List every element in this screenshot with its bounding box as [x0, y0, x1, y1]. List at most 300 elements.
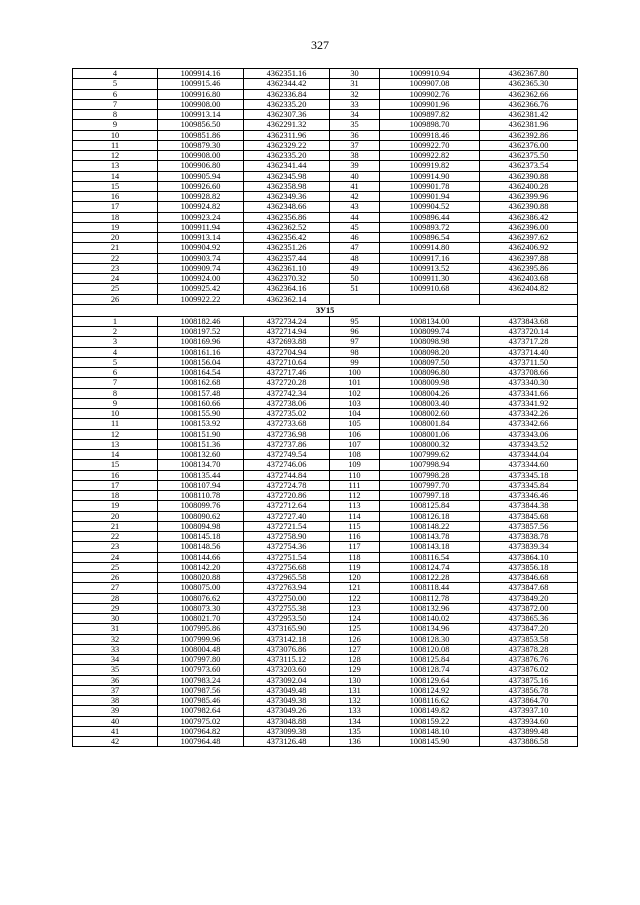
- table-cell: 1009879.30: [158, 140, 244, 150]
- section-title: ЗУ15: [73, 304, 578, 316]
- table-cell: 1009916.80: [158, 89, 244, 99]
- table-cell: 1008009.98: [380, 378, 480, 388]
- table-cell: 4362291.32: [244, 120, 330, 130]
- table-cell: 1009906.80: [158, 161, 244, 171]
- table-cell: 1008099.76: [158, 501, 244, 511]
- table-cell: 1007995.86: [158, 624, 244, 634]
- table-cell: 1008097.50: [380, 357, 480, 367]
- table-cell: 1008162.68: [158, 378, 244, 388]
- table-cell: 98: [330, 347, 380, 357]
- table-cell: 4372727.40: [244, 511, 330, 521]
- table-cell: 1009922.22: [158, 294, 244, 304]
- table-cell: 1008132.96: [380, 603, 480, 613]
- table-cell: 4372763.94: [244, 583, 330, 593]
- table-row: [73, 685, 578, 695]
- table-cell: 4362386.42: [480, 212, 578, 222]
- table-cell: 45: [330, 222, 380, 232]
- table-cell: 123: [330, 603, 380, 613]
- table-cell: 15: [73, 181, 158, 191]
- table-cell: 1008001.84: [380, 419, 480, 429]
- table-cell: 4362373.54: [480, 161, 578, 171]
- table-cell: 1008126.18: [380, 511, 480, 521]
- table-row: [73, 181, 578, 191]
- table-cell: 7: [73, 99, 158, 109]
- table-cell: 1008132.60: [158, 450, 244, 460]
- table-row: [73, 130, 578, 140]
- table-cell: 4362367.80: [480, 69, 578, 79]
- table-cell: 1008073.30: [158, 603, 244, 613]
- table-cell: 30: [330, 69, 380, 79]
- table-cell: 15: [73, 460, 158, 470]
- table-cell: 1008118.44: [380, 583, 480, 593]
- table-cell: 1008116.54: [380, 552, 480, 562]
- table-cell: 1008002.60: [380, 409, 480, 419]
- table-cell: 1: [73, 316, 158, 326]
- table-cell: 8: [73, 388, 158, 398]
- table-cell: 16: [73, 192, 158, 202]
- table-row: [73, 171, 578, 181]
- table-cell: 1007987.56: [158, 685, 244, 695]
- table-cell: 1008122.28: [380, 573, 480, 583]
- table-cell: 41: [73, 726, 158, 736]
- table-row: [73, 388, 578, 398]
- table-cell: 4362362.66: [480, 89, 578, 99]
- table-cell: 4373717.28: [480, 337, 578, 347]
- table-cell: 1008075.00: [158, 583, 244, 593]
- table-cell: 1008161.16: [158, 347, 244, 357]
- table-cell: 14: [73, 450, 158, 460]
- table-cell: 117: [330, 542, 380, 552]
- table-row: [73, 378, 578, 388]
- table-cell: 1008076.62: [158, 593, 244, 603]
- table-cell: 4362375.50: [480, 151, 578, 161]
- table-cell: 1009914.90: [380, 171, 480, 181]
- table-cell: 107: [330, 439, 380, 449]
- table-cell: 4373345.84: [480, 480, 578, 490]
- table-cell: 1007997.70: [380, 480, 480, 490]
- table-cell: 1009919.82: [380, 161, 480, 171]
- table-cell: 4373878.28: [480, 644, 578, 654]
- table-cell: 1009905.94: [158, 171, 244, 181]
- table-cell: 4372953.50: [244, 614, 330, 624]
- table-cell: 4373865.36: [480, 614, 578, 624]
- table-cell: 37: [330, 140, 380, 150]
- table-cell: 96: [330, 327, 380, 337]
- table-cell: 95: [330, 316, 380, 326]
- table-cell: 1008000.32: [380, 439, 480, 449]
- table-cell: 36: [330, 130, 380, 140]
- table-cell: 1007964.82: [158, 726, 244, 736]
- table-row: [73, 327, 578, 337]
- table-cell: 34: [330, 110, 380, 120]
- table-cell: 4373847.20: [480, 624, 578, 634]
- table-cell: 23: [73, 263, 158, 273]
- table-row: [73, 294, 578, 304]
- table-cell: 7: [73, 378, 158, 388]
- table-cell: 1009908.00: [158, 99, 244, 109]
- table-cell: 4372720.86: [244, 491, 330, 501]
- table-cell: 19: [73, 222, 158, 232]
- table-cell: 1008155.90: [158, 409, 244, 419]
- section-header-row: [73, 304, 578, 316]
- table-cell: 40: [330, 171, 380, 181]
- table-cell: 4373934.60: [480, 716, 578, 726]
- table-row: [73, 460, 578, 470]
- table-cell: 1008135.44: [158, 470, 244, 480]
- table-row: [73, 562, 578, 572]
- table-cell: 1009922.70: [380, 140, 480, 150]
- table-cell: 1008096.80: [380, 368, 480, 378]
- table-cell: 4362399.96: [480, 192, 578, 202]
- table-cell: 1009896.44: [380, 212, 480, 222]
- table-row: [73, 644, 578, 654]
- table-cell: 4372736.98: [244, 429, 330, 439]
- table-cell: 4372756.68: [244, 562, 330, 572]
- table-cell: 1007997.18: [380, 491, 480, 501]
- table-cell: 1007999.96: [158, 634, 244, 644]
- table-cell: 105: [330, 419, 380, 429]
- table-cell: 4373076.86: [244, 644, 330, 654]
- table-cell: 13: [73, 439, 158, 449]
- table-cell: 1008112.78: [380, 593, 480, 603]
- table-row: [73, 69, 578, 79]
- table-cell: 4362376.00: [480, 140, 578, 150]
- table-cell: 4373872.00: [480, 603, 578, 613]
- table-row: [73, 614, 578, 624]
- table-cell: 4373340.30: [480, 378, 578, 388]
- table-cell: 51: [330, 284, 380, 294]
- table-cell: 4373864.10: [480, 552, 578, 562]
- table-cell: 25: [73, 284, 158, 294]
- table-cell: 4372738.06: [244, 398, 330, 408]
- table-row: [73, 542, 578, 552]
- table-cell: 1008157.48: [158, 388, 244, 398]
- table-row: [73, 212, 578, 222]
- table-row: [73, 263, 578, 273]
- table-cell: 4362351.16: [244, 69, 330, 79]
- table-cell: 1008090.62: [158, 511, 244, 521]
- table-cell: 4372733.68: [244, 419, 330, 429]
- table-cell: 4372720.28: [244, 378, 330, 388]
- table-row: [73, 202, 578, 212]
- table-cell: 4372750.00: [244, 593, 330, 603]
- table-cell: 22: [73, 532, 158, 542]
- table-cell: 1008153.92: [158, 419, 244, 429]
- table-cell: 2: [73, 327, 158, 337]
- table-cell: 1009910.68: [380, 284, 480, 294]
- table-cell: 4372746.06: [244, 460, 330, 470]
- table-cell: 1008116.62: [380, 696, 480, 706]
- table-row: [73, 140, 578, 150]
- table-row: [73, 532, 578, 542]
- table-row: [73, 79, 578, 89]
- table-cell: 4362345.98: [244, 171, 330, 181]
- table-cell: 4362335.20: [244, 151, 330, 161]
- table-cell: 4373864.70: [480, 696, 578, 706]
- table-cell: 1008148.10: [380, 726, 480, 736]
- table-cell: 1008124.74: [380, 562, 480, 572]
- coordinates-table: [72, 68, 578, 747]
- table-cell: 1009907.08: [380, 79, 480, 89]
- table-cell: 12: [73, 151, 158, 161]
- table-cell: 4362307.36: [244, 110, 330, 120]
- table-cell: 1009925.42: [158, 284, 244, 294]
- table-cell: 1008001.06: [380, 429, 480, 439]
- table-cell: 106: [330, 429, 380, 439]
- table-cell: 4373092.04: [244, 675, 330, 685]
- table-row: [73, 593, 578, 603]
- table-row: [73, 120, 578, 130]
- table-cell: 4373876.02: [480, 665, 578, 675]
- table-cell: 131: [330, 685, 380, 695]
- table-row: [73, 99, 578, 109]
- table-row: [73, 573, 578, 583]
- table-cell: 4373049.48: [244, 685, 330, 695]
- table-cell: 1008151.36: [158, 439, 244, 449]
- table-cell: 4373099.38: [244, 726, 330, 736]
- table-cell: 35: [330, 120, 380, 130]
- table-cell: 6: [73, 368, 158, 378]
- table-cell: 4372737.86: [244, 439, 330, 449]
- table-row: [73, 357, 578, 367]
- table-cell: 50: [330, 274, 380, 284]
- table-cell: 4362344.42: [244, 79, 330, 89]
- table-row: [73, 491, 578, 501]
- table-cell: 40: [73, 716, 158, 726]
- table-cell: 1008021.70: [158, 614, 244, 624]
- table-cell: 118: [330, 552, 380, 562]
- table-cell: 129: [330, 665, 380, 675]
- table-cell: 4: [73, 347, 158, 357]
- table-cell: 23: [73, 542, 158, 552]
- table-cell: 1008143.78: [380, 532, 480, 542]
- table-cell: 4373203.60: [244, 665, 330, 675]
- table-cell: 127: [330, 644, 380, 654]
- table-cell: 4373345.18: [480, 470, 578, 480]
- table-cell: 122: [330, 593, 380, 603]
- table-row: [73, 583, 578, 593]
- table-cell: 1008003.40: [380, 398, 480, 408]
- table-cell: 4373899.48: [480, 726, 578, 736]
- table-cell: 1009914.80: [380, 243, 480, 253]
- table-cell: 1008156.04: [158, 357, 244, 367]
- table-cell: 1007973.60: [158, 665, 244, 675]
- table-cell: 1008128.30: [380, 634, 480, 644]
- table-cell: 1008134.70: [158, 460, 244, 470]
- table-cell: 115: [330, 521, 380, 531]
- table-cell: 4372754.36: [244, 542, 330, 552]
- table-cell: 4373720.14: [480, 327, 578, 337]
- table-cell: 109: [330, 460, 380, 470]
- table-cell: 1008125.84: [380, 655, 480, 665]
- table-cell: 4372693.88: [244, 337, 330, 347]
- table-cell: 4362311.96: [244, 130, 330, 140]
- table-cell: 34: [73, 655, 158, 665]
- table-cell: 4372758.90: [244, 532, 330, 542]
- table-cell: 1007964.48: [158, 737, 244, 747]
- table-cell: 1008197.52: [158, 327, 244, 337]
- table-cell: 1008144.66: [158, 552, 244, 562]
- table-cell: 12: [73, 429, 158, 439]
- table-cell: 4373844.38: [480, 501, 578, 511]
- table-cell: 110: [330, 470, 380, 480]
- table-cell: 1009915.46: [158, 79, 244, 89]
- table-cell: 4362336.84: [244, 89, 330, 99]
- table-cell: 4373342.26: [480, 409, 578, 419]
- table-cell: 4372714.94: [244, 327, 330, 337]
- table-cell: 1008110.78: [158, 491, 244, 501]
- table-cell: 136: [330, 737, 380, 747]
- table-cell: 133: [330, 706, 380, 716]
- table-row: [73, 409, 578, 419]
- table-cell: 4373856.18: [480, 562, 578, 572]
- table-cell: 4362381.42: [480, 110, 578, 120]
- table-cell: 4372742.34: [244, 388, 330, 398]
- table-cell: 4362365.30: [480, 79, 578, 89]
- table-cell: 1009924.00: [158, 274, 244, 284]
- table-row: [73, 429, 578, 439]
- table-cell: 4373846.68: [480, 573, 578, 583]
- table-cell: 114: [330, 511, 380, 521]
- table-cell: 4373115.12: [244, 655, 330, 665]
- table-cell: 1008182.46: [158, 316, 244, 326]
- table-cell: 4372751.54: [244, 552, 330, 562]
- table-cell: 4362335.20: [244, 99, 330, 109]
- table-cell: 1009902.76: [380, 89, 480, 99]
- table-cell: 4372735.02: [244, 409, 330, 419]
- table-cell: 33: [330, 99, 380, 109]
- table-row: [73, 470, 578, 480]
- table-cell: 1009908.00: [158, 151, 244, 161]
- table-cell: 4372734.24: [244, 316, 330, 326]
- table-cell: 1008169.96: [158, 337, 244, 347]
- table-cell: 1008160.66: [158, 398, 244, 408]
- table-row: [73, 274, 578, 284]
- table-cell: 4362392.86: [480, 130, 578, 140]
- table-cell: 18: [73, 491, 158, 501]
- table-cell: 9: [73, 398, 158, 408]
- table-row: [73, 151, 578, 161]
- table-cell: 1007998.94: [380, 460, 480, 470]
- table-cell: 1008098.98: [380, 337, 480, 347]
- table-cell: 1008140.02: [380, 614, 480, 624]
- table-cell: 42: [73, 737, 158, 747]
- table-row: [73, 696, 578, 706]
- table-cell: 126: [330, 634, 380, 644]
- table-row: [73, 316, 578, 326]
- table-row: [73, 716, 578, 726]
- table-cell: 124: [330, 614, 380, 624]
- table-cell: 121: [330, 583, 380, 593]
- table-cell: 132: [330, 696, 380, 706]
- table-cell: 4372965.58: [244, 573, 330, 583]
- table-row: [73, 368, 578, 378]
- table-cell: 4372710.64: [244, 357, 330, 367]
- table-cell: 1008134.96: [380, 624, 480, 634]
- table-row: [73, 726, 578, 736]
- table-cell: 42: [330, 192, 380, 202]
- table-cell: 135: [330, 726, 380, 736]
- table-cell: 9: [73, 120, 158, 130]
- table-row: [73, 192, 578, 202]
- table-cell: 1008107.94: [158, 480, 244, 490]
- table-cell: 1009926.60: [158, 181, 244, 191]
- table-cell: 5: [73, 79, 158, 89]
- table-cell: 1008159.22: [380, 716, 480, 726]
- table-cell: 48: [330, 253, 380, 263]
- table-cell: 1009917.16: [380, 253, 480, 263]
- table-cell: 1009893.72: [380, 222, 480, 232]
- table-cell: 4373341.92: [480, 398, 578, 408]
- table-row: [73, 253, 578, 263]
- table-cell: 1007983.24: [158, 675, 244, 685]
- table-cell: 4362349.36: [244, 192, 330, 202]
- table-cell: 113: [330, 501, 380, 511]
- table-cell: 4362397.62: [480, 233, 578, 243]
- table-cell: 120: [330, 573, 380, 583]
- table-row: [73, 337, 578, 347]
- table-row: [73, 480, 578, 490]
- table-cell: 4373142.18: [244, 634, 330, 644]
- table-cell: 4373049.26: [244, 706, 330, 716]
- table-cell: 128: [330, 655, 380, 665]
- table-cell: 4373876.76: [480, 655, 578, 665]
- table-cell: 108: [330, 450, 380, 460]
- table-cell: 17: [73, 480, 158, 490]
- table-cell: 1008125.84: [380, 501, 480, 511]
- table-cell: 1007998.28: [380, 470, 480, 480]
- table-cell: 1009909.74: [158, 263, 244, 273]
- table-cell: 4373165.90: [244, 624, 330, 634]
- table-cell: 46: [330, 233, 380, 243]
- table-cell: 1009922.82: [380, 151, 480, 161]
- table-row: [73, 655, 578, 665]
- table-cell: 1009913.14: [158, 110, 244, 120]
- table-cell: 102: [330, 388, 380, 398]
- table-cell: 39: [330, 161, 380, 171]
- table-cell: 13: [73, 161, 158, 171]
- table-cell: 4373839.34: [480, 542, 578, 552]
- table-cell: 26: [73, 573, 158, 583]
- table-cell: 4373343.52: [480, 439, 578, 449]
- table-cell: 8: [73, 110, 158, 120]
- table-cell: 1009918.46: [380, 130, 480, 140]
- table-cell: 32: [330, 89, 380, 99]
- table-cell: 1009911.94: [158, 222, 244, 232]
- table-cell: 1008094.98: [158, 521, 244, 531]
- table-cell: [330, 294, 380, 304]
- table-cell: 112: [330, 491, 380, 501]
- table-cell: 5: [73, 357, 158, 367]
- table-cell: 1008142.20: [158, 562, 244, 572]
- table-cell: 4362329.22: [244, 140, 330, 150]
- table-cell: 4362390.88: [480, 171, 578, 181]
- table-cell: 116: [330, 532, 380, 542]
- table-cell: 1009898.70: [380, 120, 480, 130]
- table-cell: 1009904.52: [380, 202, 480, 212]
- table-cell: 1009904.92: [158, 243, 244, 253]
- table-row: [73, 243, 578, 253]
- table-cell: 1009856.50: [158, 120, 244, 130]
- table-cell: 35: [73, 665, 158, 675]
- table-cell: 4362351.26: [244, 243, 330, 253]
- table-cell: 4362400.28: [480, 181, 578, 191]
- table-row: [73, 511, 578, 521]
- table-cell: 1008124.92: [380, 685, 480, 695]
- table-cell: 28: [73, 593, 158, 603]
- table-row: [73, 706, 578, 716]
- table-cell: 119: [330, 562, 380, 572]
